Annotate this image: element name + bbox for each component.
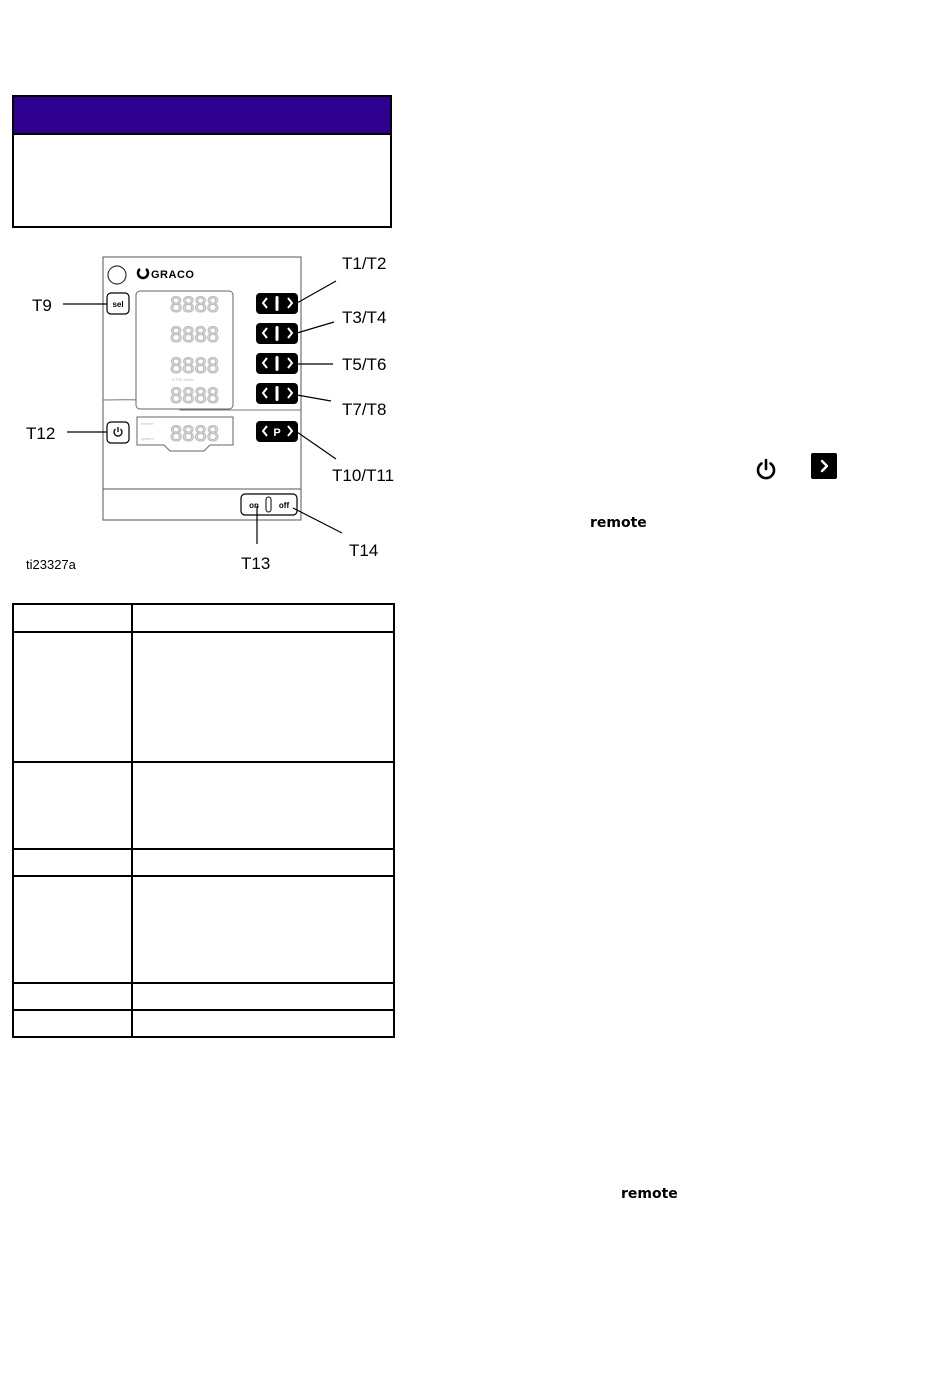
t7-t8-arrow-button bbox=[256, 383, 298, 404]
table-cell bbox=[132, 1010, 394, 1037]
remote-label: remote bbox=[590, 515, 647, 531]
table-cell bbox=[132, 849, 394, 876]
callout-t14: T14 bbox=[349, 541, 379, 560]
callout-t13: T13 bbox=[241, 554, 271, 573]
table-cell bbox=[13, 604, 132, 632]
power-icon bbox=[752, 455, 780, 483]
svg-text:sel: sel bbox=[112, 300, 124, 309]
table-row bbox=[13, 762, 394, 849]
table-row bbox=[13, 849, 394, 876]
table-cell bbox=[13, 876, 132, 983]
table-cell bbox=[132, 632, 394, 762]
notice-header-bar bbox=[14, 97, 390, 135]
chevron-right-icon bbox=[811, 453, 837, 479]
table-cell bbox=[132, 983, 394, 1010]
table-row bbox=[13, 876, 394, 983]
callout-t12: T12 bbox=[26, 424, 56, 443]
t5-t6-arrow-button bbox=[256, 353, 298, 374]
notice-box bbox=[12, 95, 392, 228]
table-row bbox=[13, 983, 394, 1010]
table-row bbox=[13, 1010, 394, 1037]
on-off-switch bbox=[241, 494, 297, 515]
display-row-1: 8888 bbox=[170, 292, 219, 317]
svg-text:on: on bbox=[249, 501, 259, 510]
table-cell bbox=[13, 762, 132, 849]
figure-id: ti23327a bbox=[26, 557, 76, 572]
callout-t1-t2: T1/T2 bbox=[342, 254, 387, 273]
t1-t2-arrow-button bbox=[256, 293, 298, 314]
power-button bbox=[107, 422, 129, 443]
display-row-4: 8888 bbox=[170, 383, 219, 408]
table-cell bbox=[13, 983, 132, 1010]
callout-t10-t11: T10/T11 bbox=[332, 466, 395, 485]
table-row bbox=[13, 604, 394, 632]
callout-t3-t4: T3/T4 bbox=[342, 308, 387, 327]
display-row-3: 8888 bbox=[170, 353, 219, 378]
display-row-2: 8888 bbox=[170, 322, 219, 347]
table-cell bbox=[13, 632, 132, 762]
sel-button bbox=[107, 293, 129, 314]
callout-t7-t8: T7/T8 bbox=[342, 400, 387, 419]
callout-t9: T9 bbox=[32, 296, 52, 315]
table-cell bbox=[13, 1010, 132, 1037]
t3-t4-arrow-button bbox=[256, 323, 298, 344]
svg-text:off: off bbox=[278, 501, 290, 510]
svg-text:R PSI Mode: R PSI Mode bbox=[172, 377, 194, 382]
table-row bbox=[13, 632, 394, 762]
control-panel-figure bbox=[0, 240, 420, 585]
reference-table bbox=[12, 603, 395, 1038]
svg-text:remote: remote bbox=[141, 421, 154, 426]
svg-text:GRACO: GRACO bbox=[151, 269, 195, 281]
table-cell bbox=[132, 762, 394, 849]
bottom-display-digits: 8888 bbox=[170, 421, 219, 446]
table-cell bbox=[132, 876, 394, 983]
table-cell bbox=[132, 604, 394, 632]
indicator-light bbox=[108, 266, 126, 284]
svg-text:P: P bbox=[273, 427, 281, 439]
svg-text:system: system bbox=[141, 436, 154, 441]
callout-t5-t6: T5/T6 bbox=[342, 355, 387, 374]
remote-label: remote bbox=[621, 1186, 678, 1202]
t10-t11-p-button bbox=[256, 421, 298, 442]
table-cell bbox=[13, 849, 132, 876]
